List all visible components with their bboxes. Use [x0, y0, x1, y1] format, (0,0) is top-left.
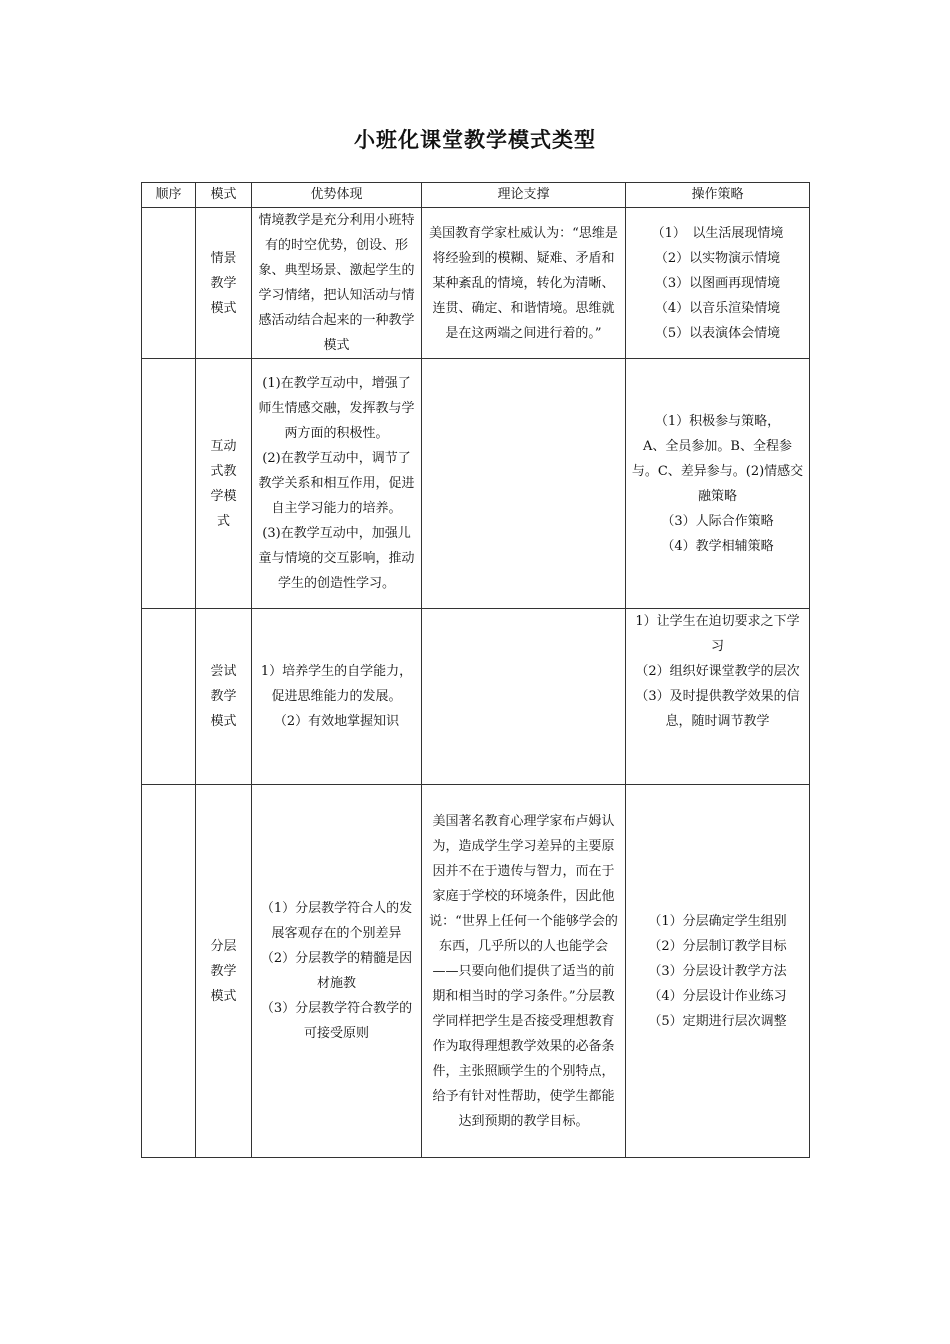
advantage-text: (2)在教学互动中，调节了教学关系和相互作用，促进自主学习能力的培养。	[258, 451, 415, 516]
strategy-cell	[626, 359, 810, 609]
header-mode: 模式	[196, 183, 252, 208]
strategy-item: （3）分层设计教学方法	[648, 963, 787, 979]
table-header-row	[142, 183, 810, 208]
mode-cell: 分层教学模式	[196, 785, 252, 1158]
strategy-cell	[626, 208, 810, 359]
strategy-item: （1） 以生活展现情境	[651, 225, 784, 241]
order-cell	[142, 609, 196, 785]
strategy-item: （5）以表演体会情境	[654, 325, 781, 341]
strategy-cell	[626, 609, 810, 785]
header-advantage: 优势体现	[252, 183, 422, 208]
strategy-item: （2）以实物演示情境	[654, 250, 781, 266]
order-cell	[142, 359, 196, 609]
strategy-item: 1）让学生在迫切要求之下学习	[635, 614, 800, 654]
theory-text: 美国教育学家杜威认为：“思维是将经验到的模糊、疑难、矛盾和某种紊乱的情境，转化为清晰、连贯、确定、和谐情境。思维就是在这两端之间进行着的。”	[429, 225, 618, 341]
advantage-text: (1)在教学互动中，增强了师生情感交融，发挥教与学两方面的积极性。	[258, 376, 415, 441]
advantage-text: （2）有效地掌握知识	[273, 714, 400, 729]
strategy-item: （1）积极参与策略，	[654, 413, 781, 429]
mode-cell: 情景教学模式	[196, 208, 252, 359]
theory-text: 美国著名教育心理学家布卢姆认为，造成学生学习差异的主要原因并不在于遗传与智力，而在于家庭于学校的环境条件，因此他说：“世界上任何一个能够学会的东西，几乎所以的人也能学会——只要向他们提供了适当的前期和相当时的学习条件。”分层教学同样把学生是否接受理想教育作为取得理想教学效果的必备条件，主张照顾学生的个别特点，给予有针对性帮助，使学生都能达到预期的教学目标。	[429, 813, 618, 1129]
strategy-item: （4）分层设计作业练习	[648, 988, 787, 1004]
strategy-cell	[626, 785, 810, 1158]
strategy-item: A、全员参加。B、全程参与。C、差异参与。(2)情感交融策略	[631, 438, 804, 504]
strategy-item: （2）分层制订教学目标	[648, 938, 787, 954]
strategy-item: （3）以图画再现情境	[654, 275, 781, 291]
theory-cell	[422, 359, 626, 609]
advantage-text: 1）培养学生的自学能力，促进思维能力的发展。	[260, 664, 413, 704]
strategy-item: （4）教学相辅策略	[661, 538, 774, 554]
strategy-item: （3）及时提供教学效果的信息，随时调节教学	[635, 689, 800, 729]
advantage-text: （1）分层教学符合人的发展客观存在的个别差异	[260, 901, 413, 941]
advantage-text: （2）分层教学的精髓是因材施教	[260, 951, 413, 991]
order-cell	[142, 785, 196, 1158]
strategy-item: （5）定期进行层次调整	[648, 1013, 787, 1029]
advantage-text: 情境教学是充分利用小班特有的时空优势，创设、形象、典型场景、激起学生的学习情绪，把认知活动与情感活动结合起来的一种教学模式	[258, 213, 415, 353]
strategy-item: （3）人际合作策略	[661, 513, 774, 529]
advantage-cell	[252, 785, 422, 1158]
header-order: 顺序	[142, 183, 196, 208]
table-row	[142, 785, 810, 1158]
advantage-cell	[252, 359, 422, 609]
header-theory: 理论支撑	[422, 183, 626, 208]
mode-cell: 互动式教学模式	[196, 359, 252, 609]
strategy-item: （4）以音乐渲染情境	[654, 300, 781, 316]
header-strategy: 操作策略	[626, 183, 810, 208]
strategy-item: （2）组织好课堂教学的层次	[635, 664, 800, 679]
theory-cell	[422, 609, 626, 785]
theory-cell	[422, 785, 626, 1158]
advantage-text: (3)在教学互动中，加强儿童与情境的交互影响，推动学生的创造性学习。	[258, 526, 415, 591]
strategy-item: （1）分层确定学生组别	[648, 913, 787, 929]
order-cell	[142, 208, 196, 359]
advantage-text: （3）分层教学符合教学的可接受原则	[260, 1001, 413, 1041]
advantage-cell	[252, 208, 422, 359]
table-row	[142, 359, 810, 609]
teaching-modes-table	[141, 182, 810, 1158]
advantage-cell	[252, 609, 422, 785]
table-row	[142, 609, 810, 785]
page-title: 小班化课堂教学模式类型	[354, 127, 596, 152]
table-row	[142, 208, 810, 359]
mode-cell: 尝试教学模式	[196, 609, 252, 785]
theory-cell	[422, 208, 626, 359]
